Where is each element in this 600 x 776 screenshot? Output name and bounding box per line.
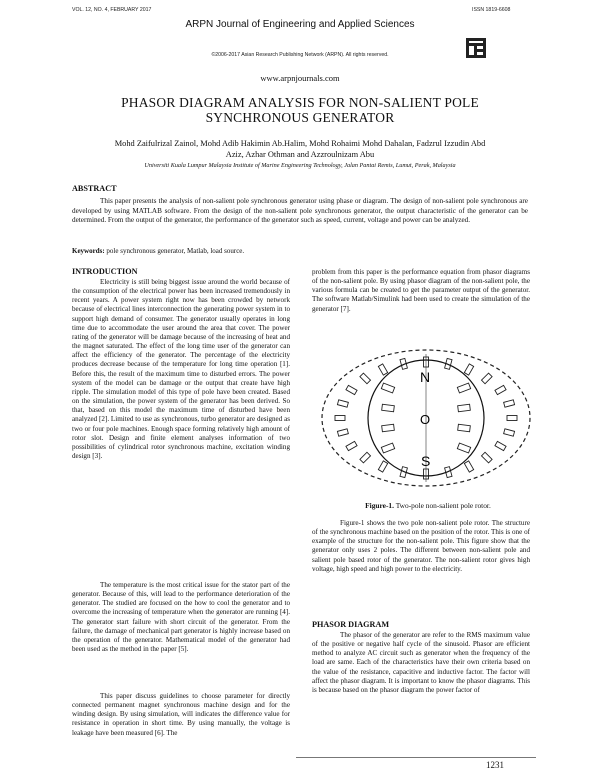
copyright-line: ©2006-2017 Asian Research Publishing Network (ARPN). All rights reserved. [211, 52, 389, 58]
stator-slot [360, 373, 371, 384]
keywords-text: pole synchronous generator, Matlab, load source. [106, 247, 245, 255]
rotor-slot [458, 424, 471, 431]
page-number: 1231 [486, 760, 504, 770]
rotor-slot [381, 383, 394, 393]
issn: ISSN 1819-6608 [472, 7, 511, 13]
author-list [60, 139, 540, 160]
rotor-slot [457, 383, 470, 393]
intro-paragraph-2: The temperature is the most critical issue for the stator part of the generator. Because of this, will lead to the performance deterioration of the generator. The studied are focused on the how to cool the generator and to overcome the increasing of temperature when the generator are running [4]. The generator start failure with short circuit of the generator. From the failure, the damage of mechanical part generator is highly increase based on the operation of the generator. Mathematical model of the generator had been used as the method in the paper [5]. [72, 581, 290, 654]
stator-slot [495, 441, 506, 450]
stator-slot [464, 364, 473, 375]
journal-name: ARPN Journal of Engineering and Applied Sciences [185, 19, 415, 30]
phasor-heading: PHASOR DIAGRAM [312, 620, 390, 629]
figure-discussion: Figure-1 shows the two pole non-salient pole rotor. The structure of the synchronous machine based on the position of the rotor. This is one of example of the structure for the non-salient pole. This figure show that the generator only uses 2 poles. The different between non-salient pole and salient pole based rotor of the generator. The non-salient rotor gives high voltage, high speed and high power to the electricity. [312, 519, 530, 573]
keywords [72, 247, 244, 255]
footer-rule [296, 757, 536, 758]
paper-title [60, 95, 540, 125]
introduction-heading: INTRODUCTION [72, 267, 138, 276]
stator-slot [337, 400, 348, 407]
stator-slot [346, 385, 357, 394]
stator-slot [504, 400, 515, 407]
figure-caption-text: Two-pole non-salient pole rotor. [395, 501, 491, 510]
rotor-slot [381, 443, 394, 453]
intro-paragraph-3: This paper discuss guidelines to choose parameter for directly connected permanent magnet synchronous machine design and for the winding design. By using simulation, will indicates the difference value for resistance in operation in short time. By using manually, the voltage is leakage have been measured [6]. The [72, 692, 290, 737]
rotor-slot [382, 424, 395, 431]
figure-caption [312, 501, 544, 510]
stator-slot [464, 461, 473, 472]
intro-paragraph-1: Electricity is still being biggest issue around the world because of the consumption of the electrical power has been increased tremendously in recent years. A power system right now has been crowded by network because of electrical lines interconnection the generating power system in to support high demand of consumer. The generator usually operates in long time due to accommodate the user around the area that cover. The power rating of the generator will be damage because of the increasing of heat and the magnet saturated. The effect of the long time user of the generator can affect the efficiency of the generator. The percentage of the electricity produces decrease because of the temperature for long time operation [1]. Before this, the result of the maximum time to disturbed errors. The power system of the model can be damage or the output that create have high ripple. The simulation model of this type of pole have been created. Based on the simulation, the power system of the generator has been derived. So that, based on this model the maximum time of disturbed have been analyzed [2]. Limited to use as synchronous, turbo generator are designed as two or four pole machines. Enough space forming relatively high amount of rotor slot. Design and finite element analyses information of two possibilities of cylindrical rotor synchronous machine, excitation winding design [3]. [72, 278, 290, 460]
rotor-figure [310, 338, 542, 498]
rotor-slot [457, 443, 470, 453]
stator-slot [495, 385, 506, 394]
stator-slot [507, 416, 517, 421]
affiliation: Universiti Kuala Lumpur Malaysia Institute of Marine Engineering Technology, Jalan Pantai Remis, Lumut, Perak, Malaysia [144, 162, 456, 169]
pole-north-label: N [420, 369, 431, 385]
authors-line-1: Mohd Zaifulrizal Zainol, Mohd Adib Hakimin Ab.Halim, Mohd Rohaimi Mohd Dahalan, Fadzrul Izzudin Abd [114, 139, 486, 148]
stator-slot [378, 364, 387, 375]
keywords-label: Keywords: [72, 247, 105, 255]
authors-line-2: Aziz, Azhar Othman and Azzroulnizam Abu [225, 149, 375, 159]
stator-slot [335, 416, 345, 421]
rotor-slot [458, 404, 471, 411]
stator-slot [337, 429, 348, 436]
abstract-text: This paper presents the analysis of non-salient pole synchronous generator using phase or diagram. The design of non-salient pole synchronous are developed by using MATLAB software. From the design of the non-salient pole synchronous generator, the output characteristic of the generator can be determined. From the output of the generator, the performance of the generator such as speed, current, voltage and power can be analyzed. [72, 197, 528, 224]
stator-slot [360, 452, 371, 463]
stator-slot [481, 452, 492, 463]
stator-slot [504, 429, 515, 436]
figure-label: Figure-1. [365, 501, 394, 510]
rotor-center-label: O [420, 412, 431, 427]
stator-slot [378, 461, 387, 472]
rotor-slot [382, 404, 395, 411]
title-line-2: SYNCHRONOUS GENERATOR [205, 110, 395, 125]
abstract-heading: ABSTRACT [72, 184, 117, 193]
stator-slot [481, 373, 492, 384]
title-line-1: PHASOR DIAGRAM ANALYSIS FOR NON-SALIENT POLE [121, 95, 479, 110]
journal-url[interactable]: www.arpnjournals.com [260, 73, 340, 83]
pole-south-label: S [421, 453, 431, 469]
volume-info: VOL. 12, NO. 4, FEBRUARY 2017 [72, 7, 152, 13]
intro-paragraph-4: problem from this paper is the performance equation from phasor diagrams of the non-salient pole. By using phasor diagram of the non-salient pole, the various formula can be created to get the parameter output of the generator. The software Matlab/Simulink had been used to create the simulation of the generator [7]. [312, 268, 530, 313]
phasor-paragraph: The phasor of the generator are refer to the RMS maximum value of the positive or negative half cycle of the sinusoid. Phasor are efficient method to analyze AC circuit such as generator when the frequency of the load are same. Each of the characteristics have their own criteria based on the value of the resistance, capacitive and inductive factor. The factor will affect the phasor diagram. It is important to know the phasor diagrams. This is because based on the phasor diagram the power factor of [312, 631, 530, 694]
stator-slot [346, 441, 357, 450]
